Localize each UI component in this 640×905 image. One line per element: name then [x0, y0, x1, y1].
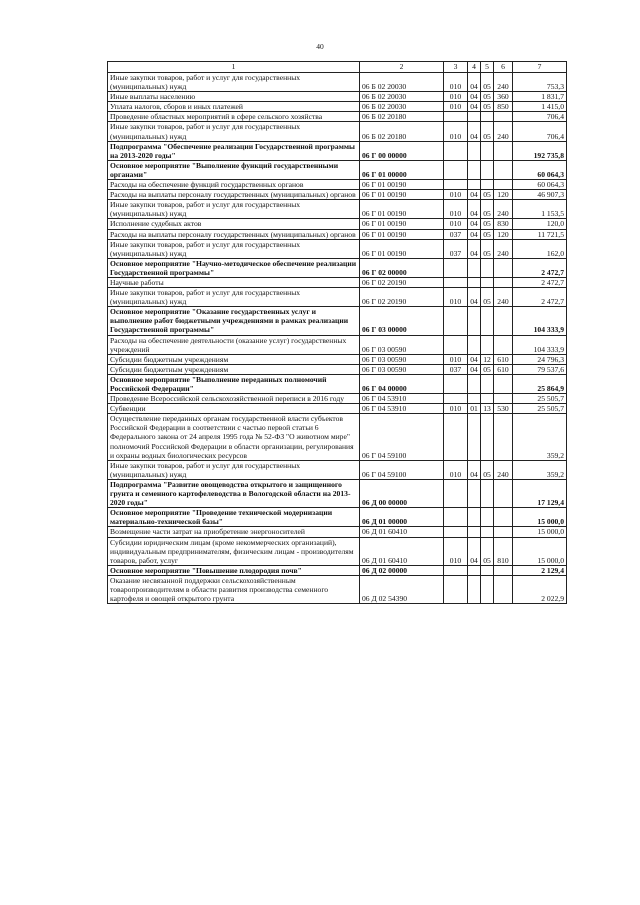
row-amount: 11 721,5 — [513, 229, 567, 239]
row-col6: 240 — [494, 239, 513, 258]
row-col5: 05 — [481, 229, 494, 239]
row-col6: 610 — [494, 354, 513, 364]
row-amount: 60 064,3 — [513, 160, 567, 179]
row-col3: 010 — [444, 288, 468, 307]
row-col3 — [444, 180, 468, 190]
row-col5 — [481, 112, 494, 122]
row-name: Основное мероприятие "Научно-методическое обеспечение реализации Государственной программы" — [108, 258, 360, 277]
row-code: 06 Г 01 00000 — [360, 160, 444, 179]
row-col5: 05 — [481, 288, 494, 307]
row-col4: 04 — [468, 200, 481, 219]
row-col4 — [468, 112, 481, 122]
header-col-7: 7 — [513, 62, 567, 73]
table-row — [108, 180, 567, 190]
row-code: 06 Г 04 53910 — [360, 404, 444, 414]
row-col5 — [481, 160, 494, 179]
row-col6 — [494, 112, 513, 122]
row-col6: 240 — [494, 288, 513, 307]
row-code: 06 Б 02 20180 — [360, 122, 444, 141]
row-name: Субсидии бюджетным учреждениям — [108, 354, 360, 364]
table-row — [108, 364, 567, 374]
row-col4 — [468, 508, 481, 527]
row-col5: 05 — [481, 537, 494, 565]
row-col5 — [481, 394, 494, 404]
row-name: Уплата налогов, сборов и иных платежей — [108, 102, 360, 112]
row-name: Проведение Всероссийской сельскохозяйственной переписи в 2016 году — [108, 394, 360, 404]
row-col3 — [444, 575, 468, 603]
header-col-5: 5 — [481, 62, 494, 73]
row-name: Научные работы — [108, 277, 360, 287]
row-col4: 04 — [468, 92, 481, 102]
row-amount: 2 472,7 — [513, 288, 567, 307]
row-col6 — [494, 374, 513, 393]
row-amount: 15 000,0 — [513, 527, 567, 537]
row-col3: 010 — [444, 73, 468, 92]
row-col4 — [468, 180, 481, 190]
row-col6 — [494, 527, 513, 537]
row-code: 06 Б 02 20030 — [360, 102, 444, 112]
row-name: Основное мероприятие "Выполнение переданных полномочий Российской Федерации" — [108, 374, 360, 393]
row-name: Субсидии бюджетным учреждениям — [108, 364, 360, 374]
row-col4: 04 — [468, 537, 481, 565]
table-row — [108, 508, 567, 527]
row-code: 06 Д 01 60410 — [360, 537, 444, 565]
row-name: Иные закупки товаров, работ и услуг для государственных (муниципальных) нужд — [108, 239, 360, 258]
row-col3: 010 — [444, 190, 468, 200]
row-code: 06 Г 01 00190 — [360, 180, 444, 190]
row-amount: 15 000,0 — [513, 508, 567, 527]
row-col6 — [494, 394, 513, 404]
row-code: 06 Г 04 59100 — [360, 460, 444, 479]
header-col-4: 4 — [468, 62, 481, 73]
row-col3: 010 — [444, 354, 468, 364]
row-col5: 05 — [481, 122, 494, 141]
budget-table — [107, 61, 567, 604]
row-col4: 04 — [468, 288, 481, 307]
row-name: Иные выплаты населению — [108, 92, 360, 102]
row-col4 — [468, 575, 481, 603]
row-name: Расходы на выплаты персоналу государственных (муниципальных) органов — [108, 190, 360, 200]
row-col3: 037 — [444, 229, 468, 239]
row-col6 — [494, 565, 513, 575]
header-col-6: 6 — [494, 62, 513, 73]
row-col5 — [481, 258, 494, 277]
row-name: Основное мероприятие "Проведение технической модернизации материально-технической базы" — [108, 508, 360, 527]
row-col6 — [494, 258, 513, 277]
row-col5 — [481, 374, 494, 393]
row-amount: 79 537,6 — [513, 364, 567, 374]
table-row — [108, 122, 567, 141]
row-amount: 1 153,5 — [513, 200, 567, 219]
table-row — [108, 141, 567, 160]
row-col6: 240 — [494, 122, 513, 141]
row-amount: 1 831,7 — [513, 92, 567, 102]
row-col6: 240 — [494, 460, 513, 479]
row-col5 — [481, 277, 494, 287]
table-row — [108, 239, 567, 258]
row-amount: 162,0 — [513, 239, 567, 258]
row-col4: 04 — [468, 122, 481, 141]
table-row — [108, 404, 567, 414]
row-col6 — [494, 414, 513, 460]
row-col5: 05 — [481, 102, 494, 112]
row-col3: 010 — [444, 537, 468, 565]
row-amount: 120,0 — [513, 219, 567, 229]
row-col4: 04 — [468, 460, 481, 479]
table-row — [108, 92, 567, 102]
row-amount: 2 472,7 — [513, 258, 567, 277]
table-body — [108, 62, 567, 604]
row-code: 06 Г 00 00000 — [360, 141, 444, 160]
row-amount: 46 907,3 — [513, 190, 567, 200]
row-col3 — [444, 112, 468, 122]
row-col3: 010 — [444, 219, 468, 229]
row-col4 — [468, 160, 481, 179]
row-col4 — [468, 307, 481, 335]
row-name: Субвенции — [108, 404, 360, 414]
row-code: 06 Г 02 20190 — [360, 277, 444, 287]
row-code: 06 Д 01 60410 — [360, 527, 444, 537]
table-row — [108, 527, 567, 537]
row-col3 — [444, 160, 468, 179]
row-col6: 120 — [494, 190, 513, 200]
table-row — [108, 229, 567, 239]
row-name: Субсидии юридическим лицам (кроме некоммерческих организаций), индивидуальным предпринимателям, физическим лицам - производителям товаров, работ, услуг — [108, 537, 360, 565]
row-col4 — [468, 141, 481, 160]
table-row — [108, 258, 567, 277]
row-amount: 706,4 — [513, 112, 567, 122]
table-row — [108, 537, 567, 565]
row-col3: 010 — [444, 404, 468, 414]
row-name: Иные закупки товаров, работ и услуг для государственных (муниципальных) нужд — [108, 122, 360, 141]
row-code: 06 Г 04 00000 — [360, 374, 444, 393]
row-code: 06 Г 01 00190 — [360, 200, 444, 219]
row-col5: 05 — [481, 219, 494, 229]
row-col6 — [494, 479, 513, 507]
row-col3 — [444, 527, 468, 537]
row-code: 06 Г 01 00190 — [360, 229, 444, 239]
row-col3 — [444, 258, 468, 277]
row-col4 — [468, 565, 481, 575]
row-amount: 359,2 — [513, 414, 567, 460]
row-col6: 240 — [494, 200, 513, 219]
row-code: 06 Г 02 00000 — [360, 258, 444, 277]
row-amount: 706,4 — [513, 122, 567, 141]
table-row — [108, 102, 567, 112]
row-col4: 04 — [468, 229, 481, 239]
row-col3: 010 — [444, 200, 468, 219]
row-col4: 04 — [468, 364, 481, 374]
row-col6 — [494, 335, 513, 354]
row-name: Основное мероприятие "Выполнение функций государственными органами" — [108, 160, 360, 179]
row-amount: 2 129,4 — [513, 565, 567, 575]
header-col-2: 2 — [360, 62, 444, 73]
table-header-row — [108, 62, 567, 73]
header-col-3: 3 — [444, 62, 468, 73]
row-name: Расходы на обеспечение функций государственных органов — [108, 180, 360, 190]
table-row — [108, 414, 567, 460]
row-col6: 360 — [494, 92, 513, 102]
row-col5: 05 — [481, 239, 494, 258]
row-col3 — [444, 277, 468, 287]
row-amount: 359,2 — [513, 460, 567, 479]
row-code: 06 Б 02 20030 — [360, 92, 444, 102]
table-row — [108, 575, 567, 603]
row-col6: 830 — [494, 219, 513, 229]
row-col5 — [481, 307, 494, 335]
row-code: 06 Г 03 00590 — [360, 364, 444, 374]
row-code: 06 Д 01 00000 — [360, 508, 444, 527]
row-col5 — [481, 565, 494, 575]
row-col3: 010 — [444, 102, 468, 112]
table-row — [108, 73, 567, 92]
row-col5 — [481, 479, 494, 507]
header-col-1: 1 — [108, 62, 360, 73]
row-code: 06 Г 01 00190 — [360, 239, 444, 258]
row-col6: 530 — [494, 404, 513, 414]
row-name: Иные закупки товаров, работ и услуг для государственных (муниципальных) нужд — [108, 460, 360, 479]
row-col3: 010 — [444, 122, 468, 141]
row-col3 — [444, 374, 468, 393]
row-col5 — [481, 527, 494, 537]
page-number: 40 — [316, 42, 324, 51]
table-row — [108, 288, 567, 307]
row-amount: 192 735,8 — [513, 141, 567, 160]
row-col3 — [444, 307, 468, 335]
row-col4: 04 — [468, 219, 481, 229]
table-row — [108, 565, 567, 575]
row-col4 — [468, 374, 481, 393]
row-code: 06 Д 00 00000 — [360, 479, 444, 507]
row-col5 — [481, 508, 494, 527]
row-name: Основное мероприятие "Повышение плодородия почв" — [108, 565, 360, 575]
row-col3 — [444, 414, 468, 460]
row-col6: 240 — [494, 73, 513, 92]
row-col3: 037 — [444, 364, 468, 374]
row-amount: 753,3 — [513, 73, 567, 92]
table-row — [108, 219, 567, 229]
row-amount: 1 415,0 — [513, 102, 567, 112]
row-col3 — [444, 141, 468, 160]
row-col5: 12 — [481, 354, 494, 364]
row-col4: 04 — [468, 102, 481, 112]
table-row — [108, 112, 567, 122]
row-name: Оказание несвязанной поддержки сельскохозяйственным товаропроизводителям в области развития производства семенного картофеля и овощей открытого грунта — [108, 575, 360, 603]
row-name: Подпрограмма "Развитие овощеводства открытого и защищенного грунта и семенного картофелеводства в Вологодской области на 2013-2020 годы" — [108, 479, 360, 507]
row-col3 — [444, 508, 468, 527]
row-col5 — [481, 180, 494, 190]
row-name: Иные закупки товаров, работ и услуг для государственных (муниципальных) нужд — [108, 288, 360, 307]
table-row — [108, 160, 567, 179]
row-code: 06 Г 03 00590 — [360, 335, 444, 354]
row-col4: 04 — [468, 190, 481, 200]
row-col6 — [494, 277, 513, 287]
row-col4 — [468, 414, 481, 460]
row-col3: 010 — [444, 460, 468, 479]
row-col5: 05 — [481, 92, 494, 102]
row-code: 06 Б 02 20180 — [360, 112, 444, 122]
table-row — [108, 460, 567, 479]
row-col6 — [494, 141, 513, 160]
row-col6: 850 — [494, 102, 513, 112]
row-col5 — [481, 141, 494, 160]
row-name: Возмещение части затрат на приобретение энергоносителей — [108, 527, 360, 537]
row-code: 06 Г 02 20190 — [360, 288, 444, 307]
row-amount: 2 022,9 — [513, 575, 567, 603]
row-col4 — [468, 277, 481, 287]
row-amount: 25 505,7 — [513, 404, 567, 414]
row-col3: 037 — [444, 239, 468, 258]
row-col5: 05 — [481, 460, 494, 479]
row-name: Подпрограмма "Обеспечение реализации Государственной программы на 2013-2020 годы" — [108, 141, 360, 160]
row-col6 — [494, 160, 513, 179]
row-code: 06 Б 02 20030 — [360, 73, 444, 92]
row-col3 — [444, 335, 468, 354]
row-code: 06 Г 03 00000 — [360, 307, 444, 335]
row-col5: 05 — [481, 190, 494, 200]
row-col5: 05 — [481, 200, 494, 219]
row-name: Проведение областных мероприятий в сфере сельского хозяйства — [108, 112, 360, 122]
row-col5 — [481, 575, 494, 603]
row-col6: 810 — [494, 537, 513, 565]
row-code: 06 Д 02 00000 — [360, 565, 444, 575]
row-col6: 610 — [494, 364, 513, 374]
row-col4: 04 — [468, 73, 481, 92]
row-col5: 05 — [481, 364, 494, 374]
row-amount: 104 333,9 — [513, 335, 567, 354]
row-amount: 15 000,0 — [513, 537, 567, 565]
row-col5 — [481, 414, 494, 460]
row-col4 — [468, 527, 481, 537]
row-col5: 13 — [481, 404, 494, 414]
row-col4 — [468, 394, 481, 404]
row-name: Расходы на обеспечение деятельности (оказание услуг) государственных учреждений — [108, 335, 360, 354]
row-amount: 17 129,4 — [513, 479, 567, 507]
row-code: 06 Г 04 53910 — [360, 394, 444, 404]
table-row — [108, 394, 567, 404]
row-col6 — [494, 575, 513, 603]
row-amount: 24 796,3 — [513, 354, 567, 364]
row-amount: 2 472,7 — [513, 277, 567, 287]
row-col3 — [444, 394, 468, 404]
row-name: Иные закупки товаров, работ и услуг для государственных (муниципальных) нужд — [108, 200, 360, 219]
row-col4: 01 — [468, 404, 481, 414]
row-amount: 104 333,9 — [513, 307, 567, 335]
row-name: Расходы на выплаты персоналу государственных (муниципальных) органов — [108, 229, 360, 239]
table-row — [108, 200, 567, 219]
row-code: 06 Г 03 00590 — [360, 354, 444, 364]
row-name: Иные закупки товаров, работ и услуг для государственных (муниципальных) нужд — [108, 73, 360, 92]
row-col3 — [444, 565, 468, 575]
row-name: Исполнение судебных актов — [108, 219, 360, 229]
row-col6 — [494, 307, 513, 335]
row-code: 06 Г 01 00190 — [360, 219, 444, 229]
row-amount: 25 864,9 — [513, 374, 567, 393]
row-code: 06 Г 04 59100 — [360, 414, 444, 460]
row-col4 — [468, 335, 481, 354]
table-row — [108, 335, 567, 354]
table-row — [108, 374, 567, 393]
row-col3: 010 — [444, 92, 468, 102]
row-col6 — [494, 180, 513, 190]
row-col3 — [444, 479, 468, 507]
table-row — [108, 479, 567, 507]
row-col6: 120 — [494, 229, 513, 239]
row-col4: 04 — [468, 354, 481, 364]
row-name: Основное мероприятие "Оказание государственных услуг и выполнение работ бюджетными учреждениями в рамках реализации Государственной программы" — [108, 307, 360, 335]
row-col4 — [468, 479, 481, 507]
row-col5 — [481, 335, 494, 354]
row-name: Осуществление переданных органам государственной власти субъектов Российской Федерации в соответствии с частью первой статьи 6 Федерального закона от 24 апреля 1995 года № 52-ФЗ "О животном мире" полномочий Российской Федерации в области организации, регулирования и охраны водных биологических ресурсов — [108, 414, 360, 460]
table-row — [108, 354, 567, 364]
table-row — [108, 277, 567, 287]
row-col5: 05 — [481, 73, 494, 92]
row-col4 — [468, 258, 481, 277]
row-col4: 04 — [468, 239, 481, 258]
row-code: 06 Д 02 54390 — [360, 575, 444, 603]
row-amount: 25 505,7 — [513, 394, 567, 404]
row-col6 — [494, 508, 513, 527]
table-row — [108, 307, 567, 335]
row-code: 06 Г 01 00190 — [360, 190, 444, 200]
row-amount: 60 064,3 — [513, 180, 567, 190]
table-row — [108, 190, 567, 200]
